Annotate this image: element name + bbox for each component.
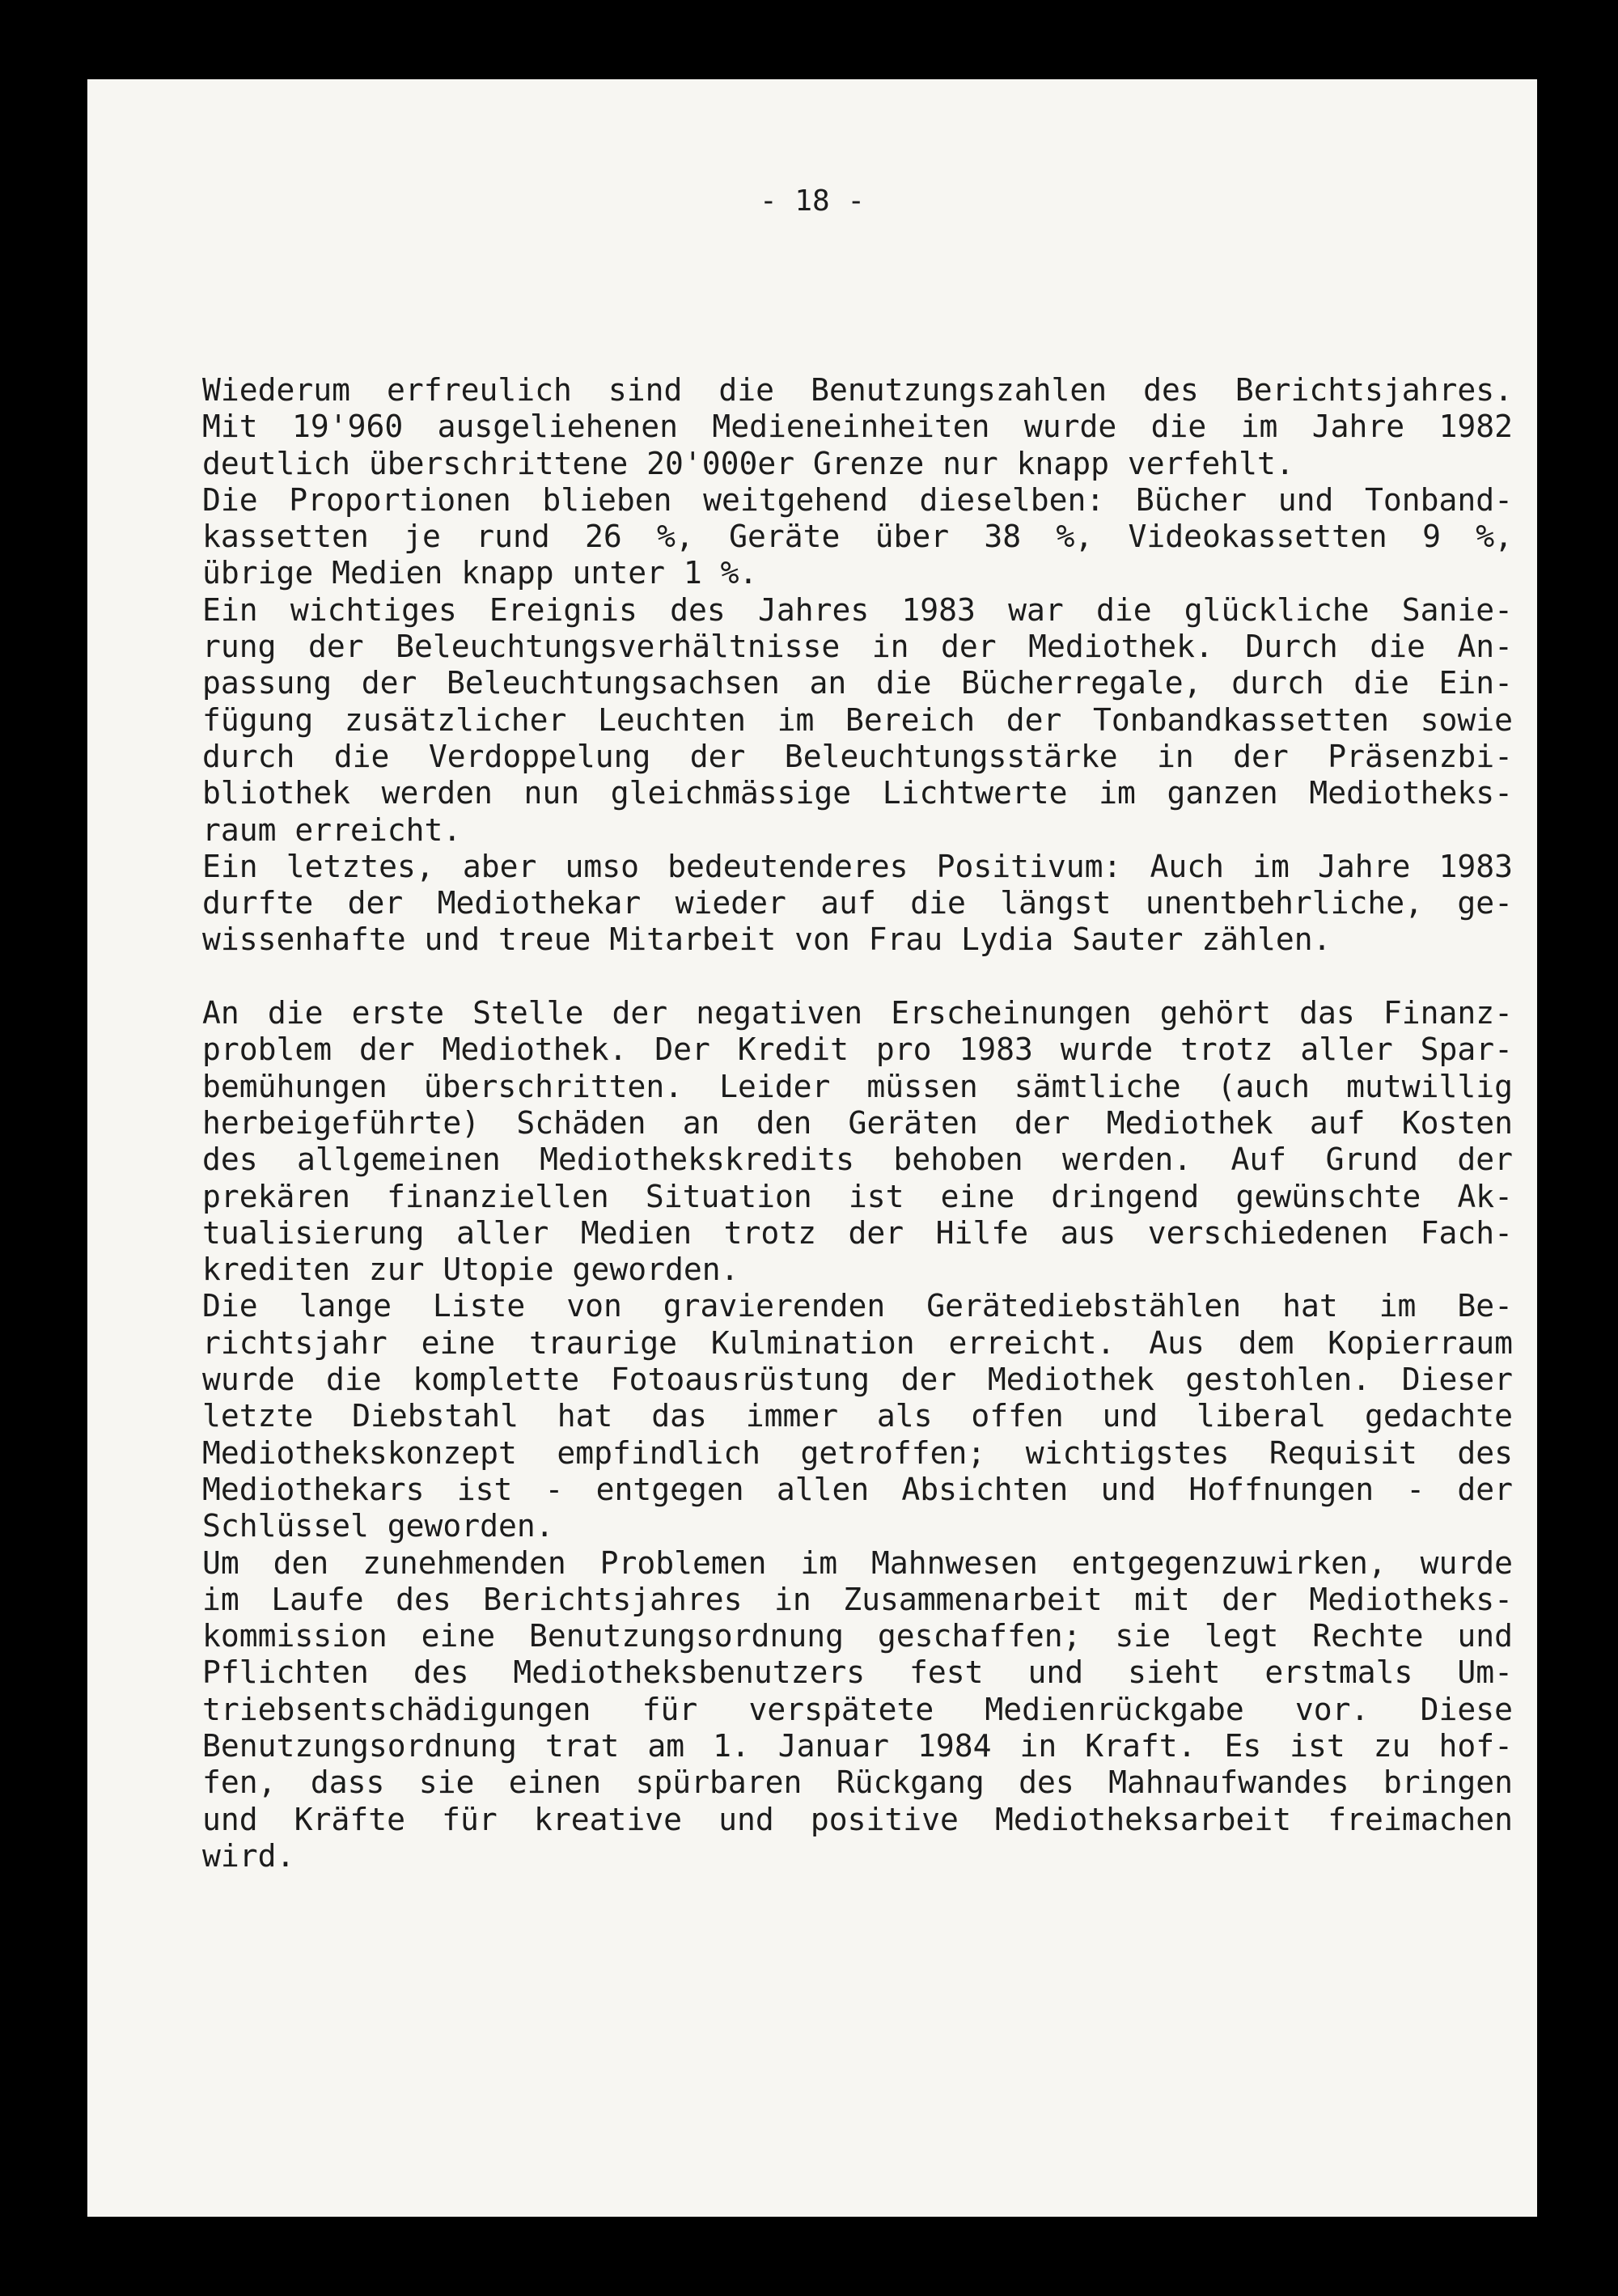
text-line: kommission eine Benutzungsordnung geschaffen; sie legt Rechte und bbox=[202, 1618, 1513, 1654]
text-line: kassetten je rund 26 %, Geräte über 38 %, Videokassetten 9 %, bbox=[202, 519, 1513, 555]
text-line: fen, dass sie einen spürbaren Rückgang des Mahnaufwandes bringen bbox=[202, 1764, 1513, 1801]
text-line: wurde die komplette Fotoausrüstung der Mediothek gestohlen. Dieser bbox=[202, 1362, 1513, 1398]
text-line: Um den zunehmenden Problemen im Mahnwesen entgegenzuwirken, wurde bbox=[202, 1544, 1513, 1581]
text-line: Schlüssel geworden. bbox=[202, 1508, 554, 1544]
text-line: problem der Mediothek. Der Kredit pro 1983 wurde trotz aller Spar- bbox=[202, 1032, 1513, 1068]
text-line: rung der Beleuchtungsverhältnisse in der Mediothek. Durch die An- bbox=[202, 629, 1513, 665]
text-line: richtsjahr eine traurige Kulmination erreicht. Aus dem Kopierraum bbox=[202, 1324, 1513, 1361]
text-line: des allgemeinen Mediothekskredits behoben werden. Auf Grund der bbox=[202, 1142, 1513, 1178]
text-line: im Laufe des Berichtsjahres in Zusammenarbeit mit der Mediotheks- bbox=[202, 1581, 1513, 1617]
text-line: übrige Medien knapp unter 1 %. bbox=[202, 555, 758, 591]
text-line: Ein letztes, aber umso bedeutenderes Positivum: Auch im Jahre 1983 bbox=[202, 848, 1513, 884]
text-line: raum erreicht. bbox=[202, 811, 462, 848]
text-line: Mediothekars ist - entgegen allen Absichten und Hoffnungen - der bbox=[202, 1471, 1513, 1507]
text-line: Pflichten des Mediotheksbenutzers fest und sieht erstmals Um- bbox=[202, 1654, 1513, 1691]
text-line: deutlich überschrittene 20'000er Grenze nur knapp verfehlt. bbox=[202, 445, 1294, 481]
text-line: krediten zur Utopie geworden. bbox=[202, 1252, 739, 1288]
text-line: herbeigeführte) Schäden an den Geräten der Mediothek auf Kosten bbox=[202, 1104, 1513, 1141]
paragraph-gap bbox=[202, 959, 1513, 995]
text-line: Die Proportionen blieben weitgehend dieselben: Bücher und Tonband- bbox=[202, 481, 1513, 518]
body-text bbox=[202, 372, 1513, 1875]
text-line: bemühungen überschritten. Leider müssen sämtliche (auch mutwillig bbox=[202, 1068, 1513, 1104]
text-line: prekären finanziellen Situation ist eine dringend gewünschte Ak- bbox=[202, 1178, 1513, 1214]
text-line: passung der Beleuchtungsachsen an die Bücherregale, durch die Ein- bbox=[202, 665, 1513, 701]
text-line: fügung zusätzlicher Leuchten im Bereich der Tonbandkassetten sowie bbox=[202, 701, 1513, 738]
text-line: Mit 19'960 ausgeliehenen Medieneinheiten wurde die im Jahre 1982 bbox=[202, 409, 1513, 445]
text-line: Mediothekskonzept empfindlich getroffen; wichtigstes Requisit des bbox=[202, 1434, 1513, 1471]
text-line: Die lange Liste von gravierenden Gerätediebstählen hat im Be- bbox=[202, 1288, 1513, 1324]
text-line: wird. bbox=[202, 1837, 295, 1874]
text-line: Ein wichtiges Ereignis des Jahres 1983 war die glückliche Sanie- bbox=[202, 591, 1513, 628]
text-line: und Kräfte für kreative und positive Mediotheksarbeit freimachen bbox=[202, 1801, 1513, 1837]
text-line: durfte der Mediothekar wieder auf die längst unentbehrliche, ge- bbox=[202, 885, 1513, 921]
text-line: bliothek werden nun gleichmässige Lichtwerte im ganzen Mediotheks- bbox=[202, 775, 1513, 811]
document-page bbox=[87, 79, 1537, 2217]
text-line: wissenhafte und treue Mitarbeit von Frau Lydia Sauter zählen. bbox=[202, 921, 1332, 958]
text-line: durch die Verdoppelung der Beleuchtungsstärke in der Präsenzbi- bbox=[202, 738, 1513, 774]
text-line: letzte Diebstahl hat das immer als offen und liberal gedachte bbox=[202, 1398, 1513, 1434]
page-number: - 18 - bbox=[759, 184, 866, 218]
text-line: tualisierung aller Medien trotz der Hilfe aus verschiedenen Fach- bbox=[202, 1214, 1513, 1251]
text-line: triebsentschädigungen für verspätete Medienrückgabe vor. Diese bbox=[202, 1691, 1513, 1727]
text-line: Benutzungsordnung trat am 1. Januar 1984 in Kraft. Es ist zu hof- bbox=[202, 1727, 1513, 1764]
text-line: An die erste Stelle der negativen Erscheinungen gehört das Finanz- bbox=[202, 995, 1513, 1032]
text-line: Wiederum erfreulich sind die Benutzungszahlen des Berichtsjahres. bbox=[202, 372, 1513, 408]
